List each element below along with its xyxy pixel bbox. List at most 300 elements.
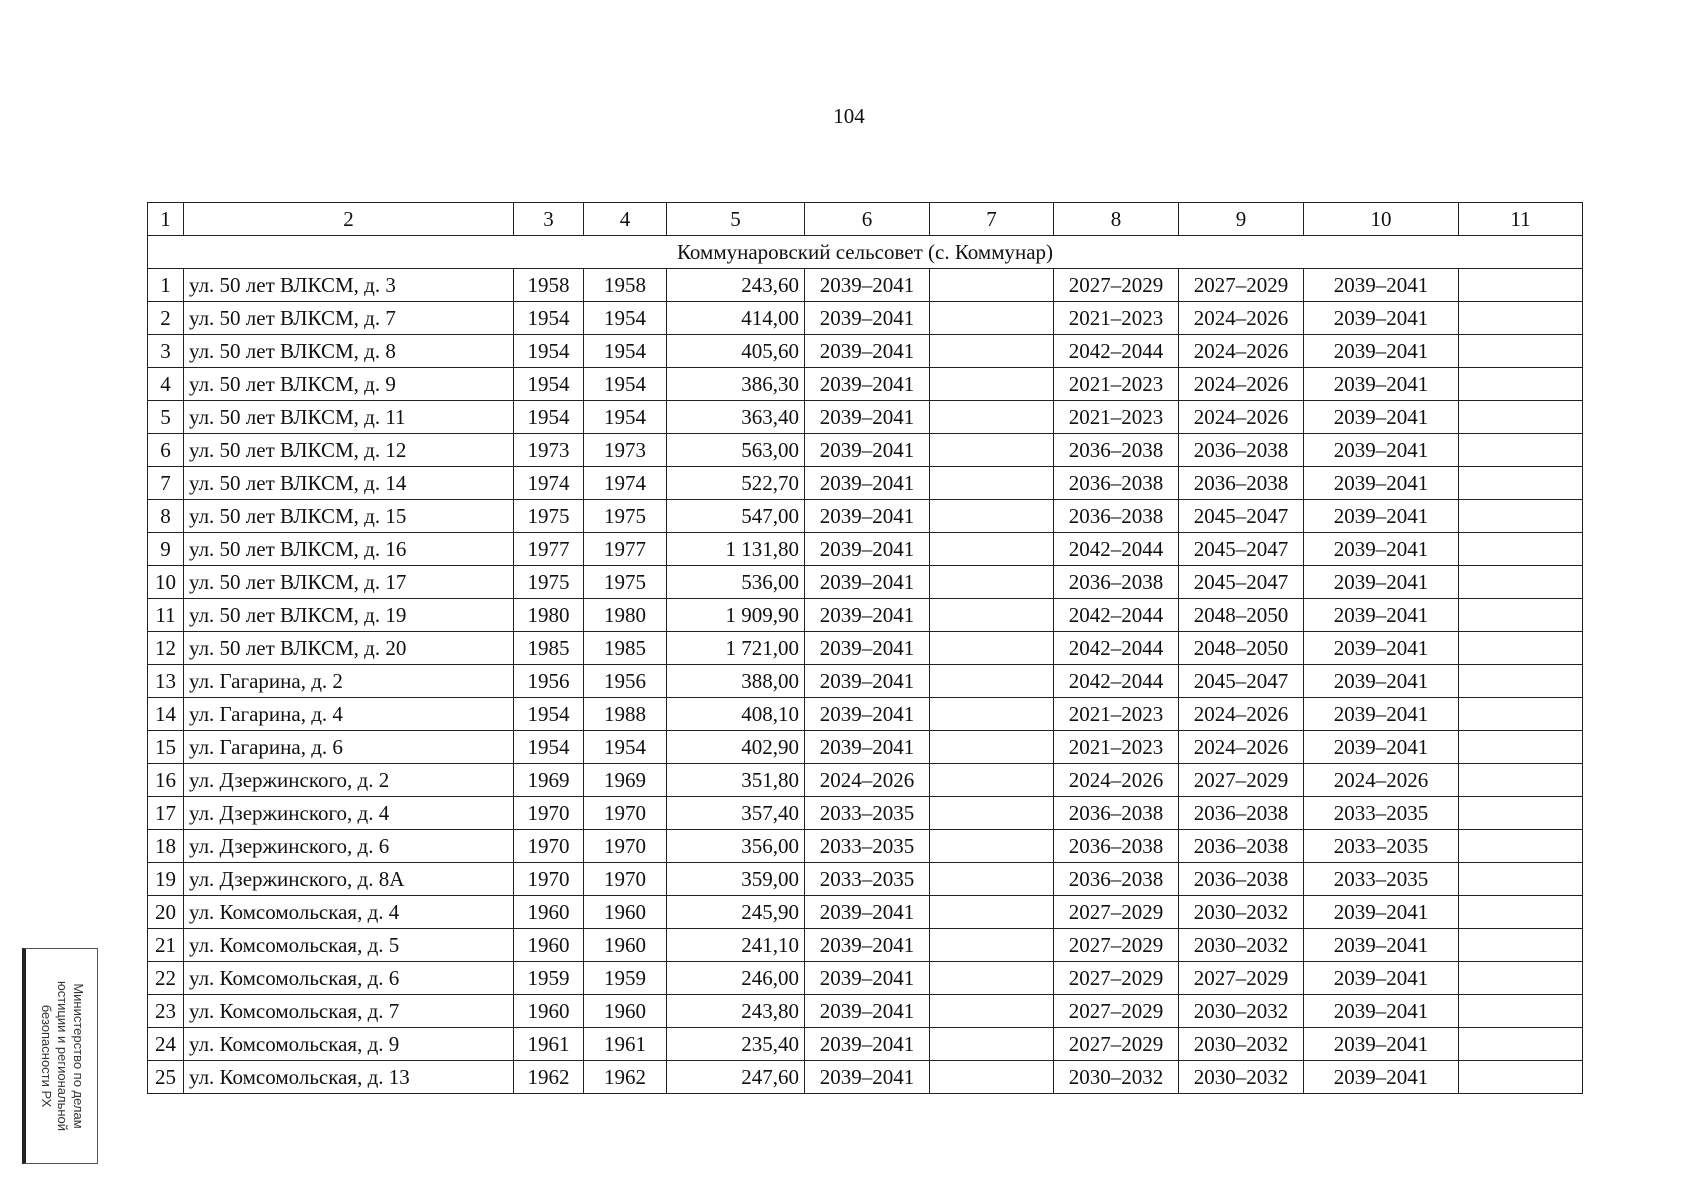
cell-col7 (930, 830, 1054, 863)
cell-col7 (930, 500, 1054, 533)
year-built: 1974 (514, 467, 584, 500)
period-col6: 2039–2041 (805, 632, 930, 665)
table-row (148, 434, 1583, 467)
period-col9: 2027–2029 (1179, 269, 1304, 302)
address: ул. Гагарина, д. 2 (184, 665, 514, 698)
cell-col11 (1459, 764, 1583, 797)
year-built: 1958 (514, 269, 584, 302)
cell-col7 (930, 665, 1054, 698)
area: 408,10 (667, 698, 805, 731)
housing-repair-schedule-table (147, 202, 1583, 1094)
period-col10: 2039–2041 (1304, 1061, 1459, 1094)
area: 1 131,80 (667, 533, 805, 566)
period-col9: 2027–2029 (1179, 764, 1304, 797)
column-header: 7 (930, 203, 1054, 236)
period-col8: 2021–2023 (1054, 368, 1179, 401)
address: ул. 50 лет ВЛКСМ, д. 17 (184, 566, 514, 599)
period-col10: 2039–2041 (1304, 929, 1459, 962)
period-col6: 2033–2035 (805, 830, 930, 863)
row-number: 13 (148, 665, 184, 698)
period-col8: 2042–2044 (1054, 335, 1179, 368)
address: ул. Комсомольская, д. 9 (184, 1028, 514, 1061)
table-row (148, 698, 1583, 731)
row-number: 18 (148, 830, 184, 863)
period-col9: 2024–2026 (1179, 302, 1304, 335)
year-commissioned: 1969 (584, 764, 667, 797)
row-number: 21 (148, 929, 184, 962)
address: ул. Дзержинского, д. 2 (184, 764, 514, 797)
table-row (148, 335, 1583, 368)
year-commissioned: 1980 (584, 599, 667, 632)
table-row (148, 731, 1583, 764)
table-row (148, 467, 1583, 500)
address: ул. Дзержинского, д. 8А (184, 863, 514, 896)
period-col9: 2030–2032 (1179, 1028, 1304, 1061)
year-commissioned: 1959 (584, 962, 667, 995)
stamp-line: юстиции и региональной (54, 980, 70, 1132)
cell-col11 (1459, 896, 1583, 929)
table-row (148, 962, 1583, 995)
period-col8: 2036–2038 (1054, 863, 1179, 896)
address: ул. 50 лет ВЛКСМ, д. 12 (184, 434, 514, 467)
year-commissioned: 1970 (584, 830, 667, 863)
year-built: 1954 (514, 698, 584, 731)
year-commissioned: 1985 (584, 632, 667, 665)
cell-col11 (1459, 599, 1583, 632)
period-col8: 2027–2029 (1054, 929, 1179, 962)
period-col8: 2036–2038 (1054, 434, 1179, 467)
area: 402,90 (667, 731, 805, 764)
year-built: 1961 (514, 1028, 584, 1061)
cell-col7 (930, 1061, 1054, 1094)
period-col6: 2039–2041 (805, 269, 930, 302)
column-header: 9 (1179, 203, 1304, 236)
cell-col7 (930, 368, 1054, 401)
cell-col11 (1459, 335, 1583, 368)
cell-col11 (1459, 500, 1583, 533)
period-col10: 2039–2041 (1304, 566, 1459, 599)
period-col8: 2036–2038 (1054, 566, 1179, 599)
area: 386,30 (667, 368, 805, 401)
cell-col7 (930, 533, 1054, 566)
year-commissioned: 1954 (584, 302, 667, 335)
period-col6: 2039–2041 (805, 962, 930, 995)
row-number: 24 (148, 1028, 184, 1061)
period-col6: 2039–2041 (805, 1028, 930, 1061)
area: 405,60 (667, 335, 805, 368)
period-col9: 2036–2038 (1179, 830, 1304, 863)
period-col9: 2036–2038 (1179, 863, 1304, 896)
table-row (148, 797, 1583, 830)
year-commissioned: 1960 (584, 995, 667, 1028)
year-commissioned: 1960 (584, 929, 667, 962)
address: ул. 50 лет ВЛКСМ, д. 20 (184, 632, 514, 665)
year-commissioned: 1954 (584, 731, 667, 764)
period-col6: 2039–2041 (805, 698, 930, 731)
period-col9: 2024–2026 (1179, 401, 1304, 434)
period-col9: 2030–2032 (1179, 929, 1304, 962)
period-col6: 2039–2041 (805, 599, 930, 632)
row-number: 22 (148, 962, 184, 995)
year-commissioned: 1954 (584, 401, 667, 434)
stamp-line: Министерство по делам (70, 983, 86, 1129)
row-number: 5 (148, 401, 184, 434)
address: ул. Гагарина, д. 4 (184, 698, 514, 731)
address: ул. Дзержинского, д. 6 (184, 830, 514, 863)
row-number: 10 (148, 566, 184, 599)
row-number: 23 (148, 995, 184, 1028)
period-col10: 2039–2041 (1304, 467, 1459, 500)
period-col8: 2036–2038 (1054, 500, 1179, 533)
address: ул. 50 лет ВЛКСМ, д. 19 (184, 599, 514, 632)
table-row (148, 500, 1583, 533)
column-number-row (148, 203, 1583, 236)
cell-col7 (930, 764, 1054, 797)
period-col6: 2039–2041 (805, 896, 930, 929)
period-col9: 2045–2047 (1179, 500, 1304, 533)
period-col10: 2039–2041 (1304, 698, 1459, 731)
period-col9: 2036–2038 (1179, 797, 1304, 830)
period-col8: 2027–2029 (1054, 1028, 1179, 1061)
area: 356,00 (667, 830, 805, 863)
year-built: 1970 (514, 797, 584, 830)
cell-col11 (1459, 698, 1583, 731)
period-col10: 2039–2041 (1304, 500, 1459, 533)
address: ул. Гагарина, д. 6 (184, 731, 514, 764)
period-col9: 2024–2026 (1179, 368, 1304, 401)
period-col6: 2039–2041 (805, 401, 930, 434)
cell-col7 (930, 995, 1054, 1028)
period-col10: 2039–2041 (1304, 599, 1459, 632)
row-number: 8 (148, 500, 184, 533)
period-col10: 2039–2041 (1304, 401, 1459, 434)
period-col6: 2039–2041 (805, 929, 930, 962)
year-commissioned: 1962 (584, 1061, 667, 1094)
row-number: 15 (148, 731, 184, 764)
column-header: 1 (148, 203, 184, 236)
year-built: 1962 (514, 1061, 584, 1094)
stamp-line: безопасности РХ (38, 1004, 54, 1108)
cell-col7 (930, 1028, 1054, 1061)
table-row (148, 764, 1583, 797)
period-col10: 2024–2026 (1304, 764, 1459, 797)
period-col6: 2033–2035 (805, 863, 930, 896)
year-commissioned: 1956 (584, 665, 667, 698)
cell-col7 (930, 863, 1054, 896)
year-commissioned: 1954 (584, 335, 667, 368)
period-col6: 2039–2041 (805, 533, 930, 566)
period-col9: 2024–2026 (1179, 698, 1304, 731)
address: ул. Комсомольская, д. 6 (184, 962, 514, 995)
year-built: 1975 (514, 566, 584, 599)
column-header: 5 (667, 203, 805, 236)
cell-col11 (1459, 269, 1583, 302)
year-built: 1954 (514, 335, 584, 368)
area: 235,40 (667, 1028, 805, 1061)
table-row (148, 533, 1583, 566)
year-built: 1969 (514, 764, 584, 797)
cell-col7 (930, 929, 1054, 962)
row-number: 2 (148, 302, 184, 335)
row-number: 19 (148, 863, 184, 896)
period-col6: 2039–2041 (805, 995, 930, 1028)
area: 247,60 (667, 1061, 805, 1094)
period-col8: 2027–2029 (1054, 995, 1179, 1028)
cell-col7 (930, 599, 1054, 632)
cell-col7 (930, 335, 1054, 368)
cell-col11 (1459, 467, 1583, 500)
row-number: 12 (148, 632, 184, 665)
period-col6: 2039–2041 (805, 731, 930, 764)
area: 388,00 (667, 665, 805, 698)
table-row (148, 302, 1583, 335)
year-built: 1959 (514, 962, 584, 995)
table-row (148, 599, 1583, 632)
year-built: 1954 (514, 731, 584, 764)
period-col8: 2021–2023 (1054, 731, 1179, 764)
period-col10: 2039–2041 (1304, 1028, 1459, 1061)
period-col10: 2039–2041 (1304, 962, 1459, 995)
year-built: 1975 (514, 500, 584, 533)
year-commissioned: 1973 (584, 434, 667, 467)
row-number: 7 (148, 467, 184, 500)
table-row (148, 1028, 1583, 1061)
period-col6: 2039–2041 (805, 368, 930, 401)
period-col9: 2036–2038 (1179, 467, 1304, 500)
cell-col11 (1459, 401, 1583, 434)
period-col10: 2039–2041 (1304, 896, 1459, 929)
table-row (148, 269, 1583, 302)
address: ул. 50 лет ВЛКСМ, д. 8 (184, 335, 514, 368)
table-row (148, 368, 1583, 401)
period-col9: 2024–2026 (1179, 731, 1304, 764)
period-col10: 2033–2035 (1304, 830, 1459, 863)
period-col8: 2027–2029 (1054, 896, 1179, 929)
row-number: 14 (148, 698, 184, 731)
address: ул. 50 лет ВЛКСМ, д. 3 (184, 269, 514, 302)
year-built: 1954 (514, 302, 584, 335)
cell-col11 (1459, 434, 1583, 467)
period-col8: 2036–2038 (1054, 797, 1179, 830)
period-col9: 2048–2050 (1179, 599, 1304, 632)
cell-col7 (930, 434, 1054, 467)
address: ул. 50 лет ВЛКСМ, д. 14 (184, 467, 514, 500)
area: 547,00 (667, 500, 805, 533)
cell-col11 (1459, 665, 1583, 698)
cell-col11 (1459, 995, 1583, 1028)
area: 414,00 (667, 302, 805, 335)
period-col9: 2048–2050 (1179, 632, 1304, 665)
address: ул. 50 лет ВЛКСМ, д. 16 (184, 533, 514, 566)
period-col10: 2039–2041 (1304, 368, 1459, 401)
column-header: 10 (1304, 203, 1459, 236)
area: 246,00 (667, 962, 805, 995)
table-row (148, 896, 1583, 929)
period-col8: 2036–2038 (1054, 830, 1179, 863)
period-col6: 2039–2041 (805, 1061, 930, 1094)
cell-col11 (1459, 533, 1583, 566)
period-col6: 2033–2035 (805, 797, 930, 830)
year-commissioned: 1974 (584, 467, 667, 500)
cell-col11 (1459, 632, 1583, 665)
year-commissioned: 1960 (584, 896, 667, 929)
year-built: 1970 (514, 830, 584, 863)
period-col10: 2039–2041 (1304, 335, 1459, 368)
cell-col11 (1459, 731, 1583, 764)
area: 243,60 (667, 269, 805, 302)
period-col9: 2030–2032 (1179, 896, 1304, 929)
period-col10: 2039–2041 (1304, 665, 1459, 698)
year-built: 1954 (514, 401, 584, 434)
area: 351,80 (667, 764, 805, 797)
period-col8: 2042–2044 (1054, 665, 1179, 698)
table-row (148, 995, 1583, 1028)
period-col8: 2036–2038 (1054, 467, 1179, 500)
area: 536,00 (667, 566, 805, 599)
period-col9: 2027–2029 (1179, 962, 1304, 995)
year-commissioned: 1961 (584, 1028, 667, 1061)
period-col9: 2030–2032 (1179, 995, 1304, 1028)
cell-col11 (1459, 863, 1583, 896)
area: 1 721,00 (667, 632, 805, 665)
cell-col11 (1459, 566, 1583, 599)
period-col8: 2021–2023 (1054, 302, 1179, 335)
address: ул. Дзержинского, д. 4 (184, 797, 514, 830)
cell-col7 (930, 401, 1054, 434)
year-built: 1960 (514, 896, 584, 929)
area: 359,00 (667, 863, 805, 896)
period-col6: 2024–2026 (805, 764, 930, 797)
cell-col11 (1459, 962, 1583, 995)
cell-col7 (930, 467, 1054, 500)
year-built: 1985 (514, 632, 584, 665)
year-built: 1973 (514, 434, 584, 467)
row-number: 16 (148, 764, 184, 797)
cell-col7 (930, 698, 1054, 731)
area: 563,00 (667, 434, 805, 467)
year-built: 1970 (514, 863, 584, 896)
page-number: 104 (833, 104, 865, 128)
period-col10: 2039–2041 (1304, 632, 1459, 665)
year-built: 1960 (514, 929, 584, 962)
address: ул. Комсомольская, д. 13 (184, 1061, 514, 1094)
section-title: Коммунаровский сельсовет (с. Коммунар) (148, 236, 1583, 269)
period-col10: 2039–2041 (1304, 995, 1459, 1028)
year-built: 1954 (514, 368, 584, 401)
cell-col7 (930, 731, 1054, 764)
year-built: 1977 (514, 533, 584, 566)
area: 363,40 (667, 401, 805, 434)
column-header: 11 (1459, 203, 1583, 236)
period-col9: 2030–2032 (1179, 1061, 1304, 1094)
area: 243,80 (667, 995, 805, 1028)
year-commissioned: 1975 (584, 566, 667, 599)
period-col10: 2039–2041 (1304, 269, 1459, 302)
cell-col7 (930, 962, 1054, 995)
year-commissioned: 1988 (584, 698, 667, 731)
table-row (148, 566, 1583, 599)
period-col10: 2039–2041 (1304, 302, 1459, 335)
year-commissioned: 1970 (584, 797, 667, 830)
address: ул. 50 лет ВЛКСМ, д. 15 (184, 500, 514, 533)
period-col8: 2042–2044 (1054, 599, 1179, 632)
period-col8: 2042–2044 (1054, 533, 1179, 566)
table-row (148, 665, 1583, 698)
area: 522,70 (667, 467, 805, 500)
address: ул. 50 лет ВЛКСМ, д. 9 (184, 368, 514, 401)
year-commissioned: 1954 (584, 368, 667, 401)
row-number: 6 (148, 434, 184, 467)
ministry-stamp (22, 948, 98, 1164)
address: ул. Комсомольская, д. 5 (184, 929, 514, 962)
cell-col11 (1459, 1028, 1583, 1061)
period-col8: 2030–2032 (1054, 1061, 1179, 1094)
cell-col7 (930, 632, 1054, 665)
cell-col11 (1459, 368, 1583, 401)
cell-col11 (1459, 1061, 1583, 1094)
cell-col11 (1459, 830, 1583, 863)
cell-col7 (930, 896, 1054, 929)
cell-col7 (930, 302, 1054, 335)
area: 241,10 (667, 929, 805, 962)
row-number: 3 (148, 335, 184, 368)
stamp-text (24, 948, 100, 1164)
row-number: 17 (148, 797, 184, 830)
address: ул. 50 лет ВЛКСМ, д. 7 (184, 302, 514, 335)
period-col9: 2045–2047 (1179, 566, 1304, 599)
row-number: 1 (148, 269, 184, 302)
period-col6: 2039–2041 (805, 500, 930, 533)
period-col10: 2039–2041 (1304, 533, 1459, 566)
cell-col11 (1459, 797, 1583, 830)
period-col6: 2039–2041 (805, 467, 930, 500)
year-commissioned: 1977 (584, 533, 667, 566)
row-number: 9 (148, 533, 184, 566)
table-body (148, 236, 1583, 1094)
period-col10: 2039–2041 (1304, 731, 1459, 764)
cell-col7 (930, 269, 1054, 302)
section-title-row (148, 236, 1583, 269)
year-commissioned: 1970 (584, 863, 667, 896)
cell-col7 (930, 566, 1054, 599)
period-col8: 2021–2023 (1054, 698, 1179, 731)
address: ул. 50 лет ВЛКСМ, д. 11 (184, 401, 514, 434)
period-col6: 2039–2041 (805, 566, 930, 599)
period-col10: 2033–2035 (1304, 863, 1459, 896)
column-header: 4 (584, 203, 667, 236)
table-row (148, 863, 1583, 896)
address: ул. Комсомольская, д. 7 (184, 995, 514, 1028)
period-col9: 2045–2047 (1179, 665, 1304, 698)
year-built: 1960 (514, 995, 584, 1028)
period-col8: 2024–2026 (1054, 764, 1179, 797)
year-built: 1956 (514, 665, 584, 698)
column-header: 8 (1054, 203, 1179, 236)
cell-col11 (1459, 302, 1583, 335)
row-number: 20 (148, 896, 184, 929)
table-row (148, 929, 1583, 962)
period-col8: 2027–2029 (1054, 269, 1179, 302)
year-commissioned: 1958 (584, 269, 667, 302)
row-number: 11 (148, 599, 184, 632)
area: 245,90 (667, 896, 805, 929)
area: 1 909,90 (667, 599, 805, 632)
column-header: 3 (514, 203, 584, 236)
area: 357,40 (667, 797, 805, 830)
column-header: 2 (184, 203, 514, 236)
period-col6: 2039–2041 (805, 302, 930, 335)
cell-col7 (930, 797, 1054, 830)
